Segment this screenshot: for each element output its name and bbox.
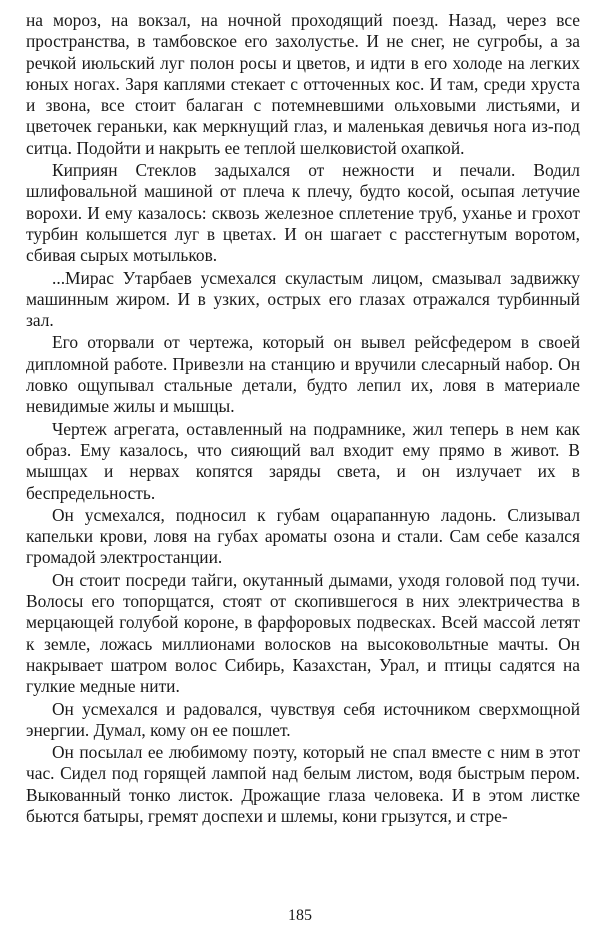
paragraph-4: Его оторвали от чертежа, который он вывел рейсфедером в своей дипломной работе. Привезли на станцию и вручили слесарный набор. Он ловко ощупывал стальные детали, будто лепил их, ловя в материале невидимые жилы и мышцы. <box>26 332 580 417</box>
paragraph-3: ...Мирас Утарбаев усмехался скуластым лицом, смазывал задвижку машинным жиром. И в узких, острых его глазах отражался турбинный зал. <box>26 267 580 331</box>
paragraph-2: Киприян Стеклов задыхался от нежности и печали. Водил шлифовальной машиной от плеча к плечу, будто косой, осыпая летучие ворохи. И ему казалось: сквозь железное сплетение труб, уханье и грохот турбин колышется луг в цветах. И он шагает с расстегнутым воротом, сбивая сырых мотыльков. <box>26 160 580 266</box>
paragraph-7: Он стоит посреди тайги, окутанный дымами, уходя головой под тучи. Волосы его топорщатся, стоят от скопившегося в них электричества в мерцающей голубой короне, в фарфоровых подвесках. Всей массой летят к земле, ложась миллионами волосков на высоковольтные мачты. Он накрывает шатром волос Сибирь, Казахстан, Урал, и птицы садятся на гулкие медные нити. <box>26 569 580 697</box>
paragraph-5: Чертеж агрегата, оставленный на подрамнике, жил теперь в нем как образ. Ему казалось, что сияющий вал входит ему прямо в живот. В мышцах и нервах копятся заряды света, и он излучает их в беспредельность. <box>26 418 580 503</box>
paragraph-1: на мороз, на вокзал, на ночной проходящий поезд. Назад, через все пространства, в тамбовское его захолустье. И не снег, не сугробы, а за речкой июльский луг полон росы и цветов, и идти в его холоде на легких юных ногах. Заря каплями стекает с отточенных кос. И там, среди хруста и звона, все стоит балаган с потемневшими ольховыми листьями, и цветочек гераньки, как меркнущий глаз, и маленькая девичья нога из-под ситца. Подойти и накрыть ее теплой шелковистой охапкой. <box>26 10 580 158</box>
book-page <box>26 10 580 940</box>
paragraph-8: Он усмехался и радовался, чувствуя себя источником сверхмощной энергии. Думал, кому он ее пошлет. <box>26 698 580 740</box>
paragraph-6: Он усмехался, подносил к губам оцарапанную ладонь. Слизывал капельки крови, ловя на губах ароматы озона и стали. Сам себе казался громадой электростанции. <box>26 504 580 568</box>
paragraph-9: Он посылал ее любимому поэту, который не спал вместе с ним в этот час. Сидел под горящей лампой над белым листом, водя быстрым пером. Выкованный тонко листок. Дрожащие глаза человека. И в этом листке бьются батыры, гремят доспехи и шлемы, кони грызутся, и стре- <box>26 742 580 826</box>
page-body <box>26 10 580 827</box>
page-number: 185 <box>288 907 312 924</box>
